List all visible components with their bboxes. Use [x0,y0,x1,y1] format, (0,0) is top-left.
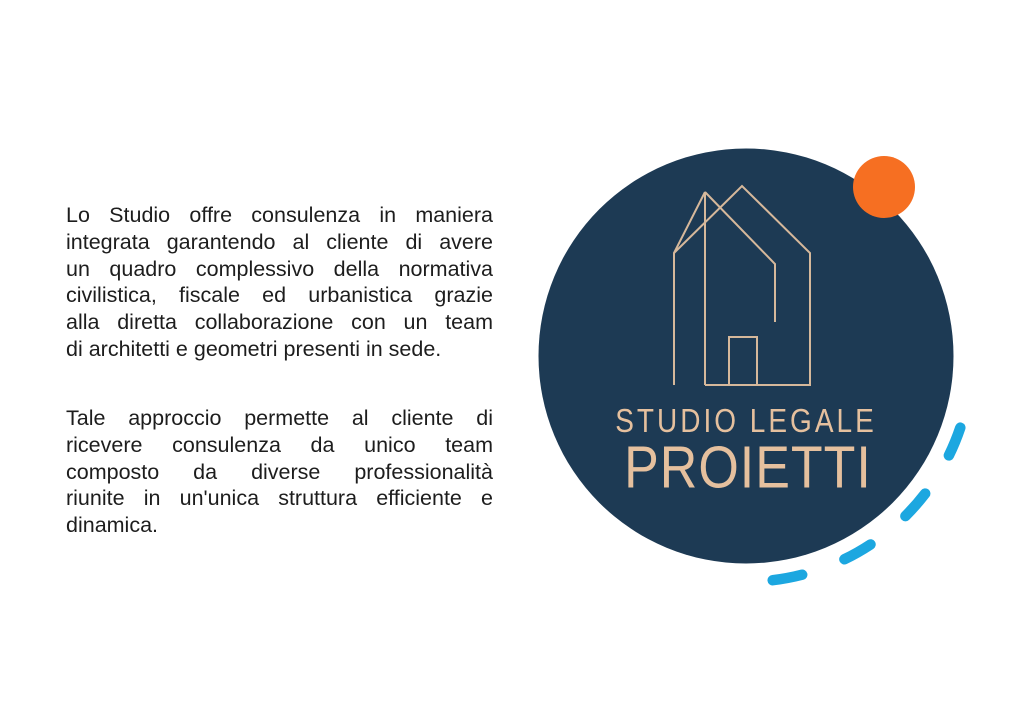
text-line: alla diretta collaborazione con un team [66,310,493,335]
text-line: integrata garantendo al cliente di avere [66,229,493,254]
text-line: civilistica, fiscale ed urbanistica grazie [66,283,493,308]
text-line: un quadro complessivo della normativa [66,256,493,281]
orange-dot-icon [853,156,915,218]
text-line: riunite in un'unica struttura efficiente e [66,486,493,511]
logo-text-proietti: PROIETTI [624,434,872,502]
text-line: ricevere consulenza da unico team [66,432,493,457]
text-line: Tale approccio permette al cliente di [66,406,493,430]
logo-text-studio-legale: STUDIO LEGALE [615,401,877,440]
text-line: di architetti e geometri presenti in sede. [66,336,442,361]
text-line: dinamica. [66,513,159,538]
text-line: Lo Studio offre consulenza in maniera [66,203,493,227]
text-line: composto da diverse professionalità [66,459,493,484]
